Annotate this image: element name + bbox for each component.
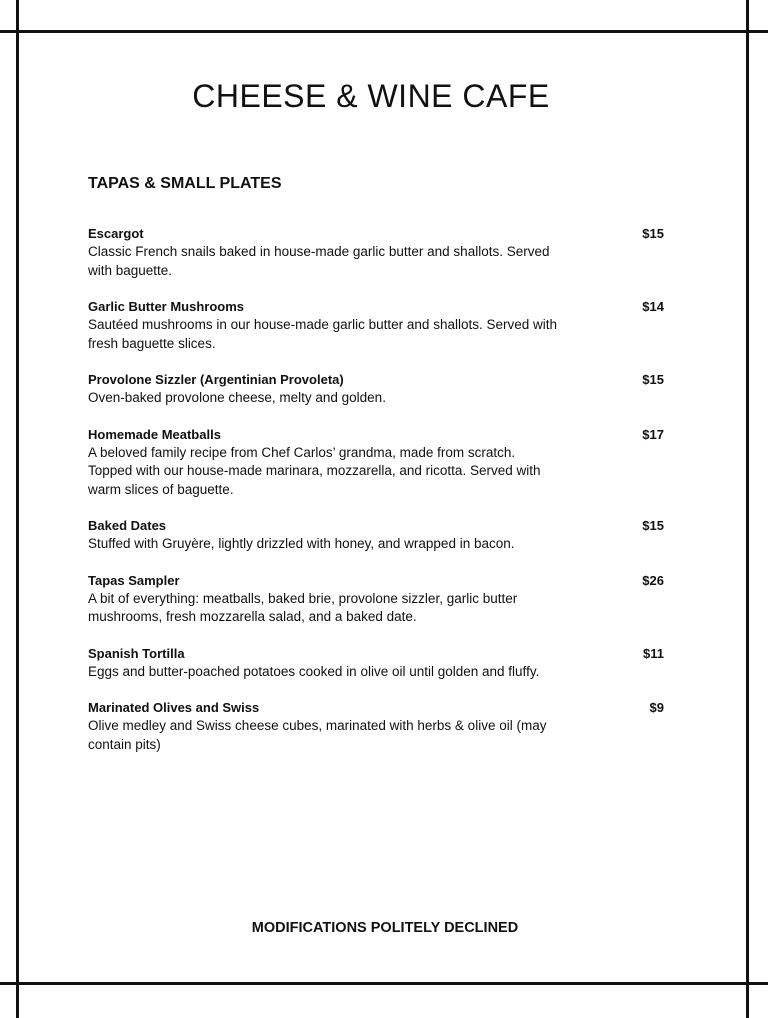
menu-item [88,426,664,500]
menu-item [88,225,664,280]
item-description: Sautéed mushrooms in our house-made garlic butter and shallots. Served with fresh baguette slices. [88,317,557,351]
item-price: $9 [649,700,664,715]
item-name: Tapas Sampler [88,572,180,588]
frame-line-right [746,0,749,1018]
item-description: A beloved family recipe from Chef Carlos’ grandma, made from scratch. Topped with our house-made marinara, mozzarella, and ricotta. Served with warm slices of baguette. [88,444,541,497]
item-description: Oven-baked provolone cheese, melty and golden. [88,390,386,405]
menu-item [88,371,664,408]
item-description: Eggs and butter-poached potatoes cooked in olive oil until golden and fluffy. [88,663,540,679]
item-name: Spanish Tortilla [88,645,185,661]
item-name: Baked Dates [88,518,167,533]
section-heading: TAPAS & SMALL PLATES [88,175,282,192]
item-description: A bit of everything: meatballs, baked brie, provolone sizzler, garlic butter mushrooms, fresh mozzarella salad, and a baked date. [88,590,518,624]
frame-line-bottom [0,982,768,985]
item-price: $17 [642,426,664,442]
item-name: Marinated Olives and Swiss [88,700,260,715]
item-name: Garlic Butter Mushrooms [88,299,245,314]
frame-line-left [16,0,19,1018]
menu-item [88,572,664,627]
item-description: Stuffed with Gruyère, lightly drizzled with honey, and wrapped in bacon. [88,536,515,551]
item-name: Homemade Meatballs [88,426,221,442]
item-name: Provolone Sizzler (Argentinian Provoleta) [88,372,344,387]
menu-title: CHEESE & WINE CAFE [192,78,550,114]
menu-list [88,225,664,772]
item-name: Escargot [88,226,144,241]
item-price: $26 [642,572,664,588]
menu-item [88,517,664,554]
item-price: $11 [643,645,664,661]
item-description: Classic French snails baked in house-made garlic butter and shallots. Served with baguette. [88,244,550,278]
frame-line-top [0,30,768,33]
menu-item [88,298,664,353]
item-price: $15 [642,372,664,387]
item-description: Olive medley and Swiss cheese cubes, marinated with herbs & olive oil (may contain pits) [88,718,547,752]
item-price: $15 [642,226,664,241]
item-price: $14 [642,299,664,314]
menu-item [88,645,664,682]
footer-note: MODIFICATIONS POLITELY DECLINED [251,920,519,936]
menu-item [88,699,664,754]
item-price: $15 [642,518,664,533]
